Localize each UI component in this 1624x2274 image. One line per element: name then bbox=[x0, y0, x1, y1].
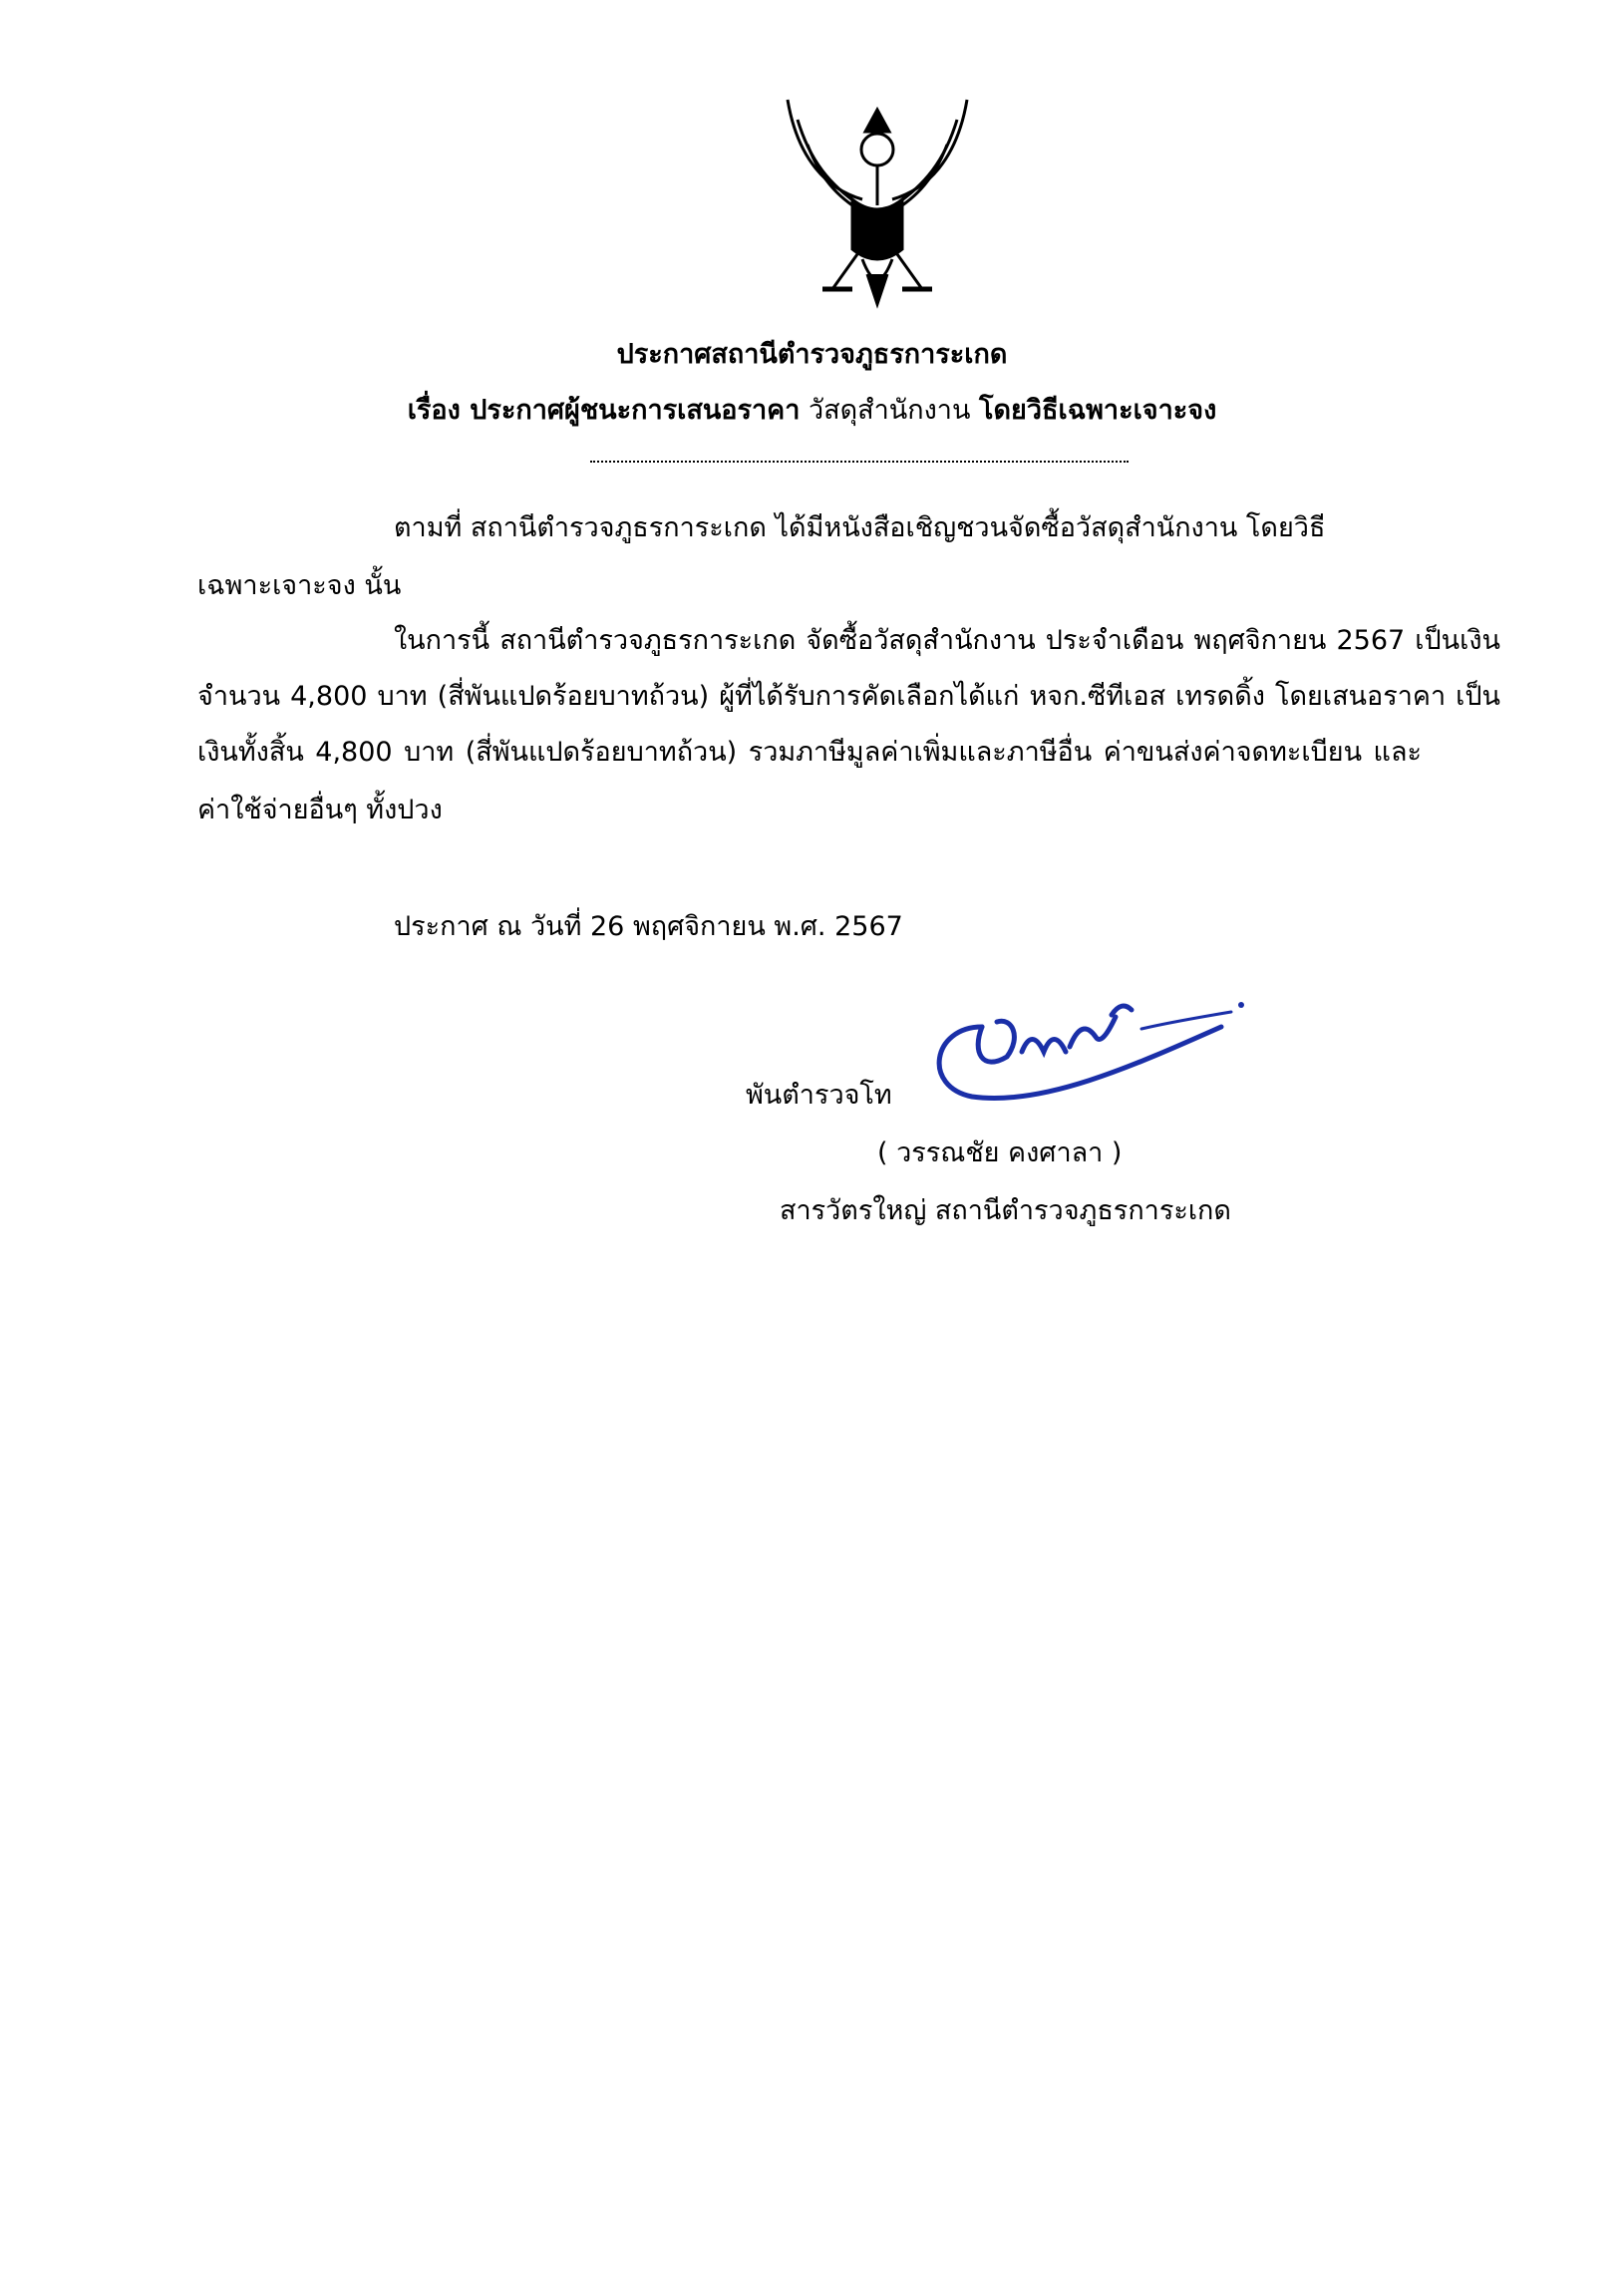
subject-item: วัสดุสำนักงาน bbox=[800, 395, 979, 426]
paragraph-1-line-1: ตามที่ สถานีตำรวจภูธรการะเกด ได้มีหนังสือเชิญชวนจัดซื้อวัสดุสำนักงาน โดยวิธี bbox=[394, 512, 1326, 543]
paragraph-2-line-3: เงินทั้งสิ้น 4,800 บาท (สี่พันแปดร้อยบาทถ้วน) รวมภาษีมูลค่าเพิ่มและภาษีอื่น ค่าขนส่งค่าจดทะเบียน และ bbox=[197, 737, 1422, 768]
dotted-divider bbox=[590, 461, 1129, 463]
handwritten-signature bbox=[902, 957, 1251, 1117]
signatory-name: ( วรรณชัย คงศาลา ) bbox=[877, 1137, 1123, 1168]
subject-prefix: เรื่อง ประกาศผู้ชนะการเสนอราคา bbox=[407, 395, 801, 426]
signatory-position: สารวัตรใหญ่ สถานีตำรวจภูธรการะเกด bbox=[780, 1195, 1231, 1226]
paragraph-2-line-2: จำนวน 4,800 บาท (สี่พันแปดร้อยบาทถ้วน) ผู้ที่ได้รับการคัดเลือกได้แก่ หจก.ซีทีเอส เทรดดิ้ง โดยเสนอราคา เป็น bbox=[197, 681, 1500, 712]
document-title: ประกาศสถานีตำรวจภูธรการะเกด bbox=[616, 339, 1008, 370]
paragraph-2-line-1: ในการนี้ สถานีตำรวจภูธรการะเกด จัดซื้อวัสดุสำนักงาน ประจำเดือน พฤศจิกายน 2567 เป็นเงิน bbox=[394, 625, 1500, 656]
announcement-date: ประกาศ ณ วันที่ 26 พฤศจิกายน พ.ศ. 2567 bbox=[394, 911, 903, 942]
subject-method: โดยวิธีเฉพาะเจาะจง bbox=[979, 395, 1217, 426]
garuda-emblem-icon bbox=[768, 90, 987, 319]
signatory-rank: พันตำรวจโท bbox=[746, 1080, 892, 1111]
document-subject bbox=[0, 393, 1624, 429]
paragraph-1-line-2: เฉพาะเจาะจง นั้น bbox=[197, 570, 402, 601]
paragraph-2-line-4: ค่าใช้จ่ายอื่นๆ ทั้งปวง bbox=[197, 795, 443, 825]
